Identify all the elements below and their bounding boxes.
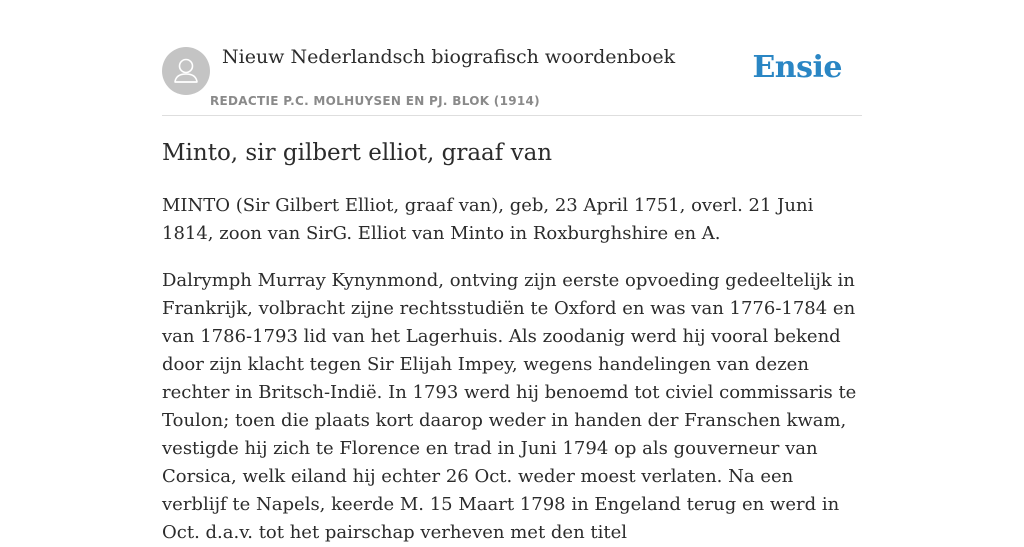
article-paragraph-1: MINTO (Sir Gilbert Elliot, graaf van), geb, 23 April 1751, overl. 21 Juni 1814, zoon van SirG. Elliot van Minto in Roxburghshire en A.: [162, 195, 814, 244]
user-silhouette-icon: [162, 47, 210, 95]
book-title[interactable]: Nieuw Nederlandsch biografisch woordenboek: [222, 46, 676, 68]
article-paragraph-2: Dalrymph Murray Kynynmond, ontving zijn eerste opvoeding gedeeltelijk in Frankrijk, volbracht zijne rechtsstudiën te Oxford en was van 1776-1784 en van 1786-1793 lid van het Lagerhuis. Als zoodanig werd hij vooral bekend door zijn klacht tegen Sir Elijah Impey, wegens handelingen van dezen rechter in Britsch-Indië. In 1793 werd hij benoemd tot civiel commissaris te Toulon; toen die plaats kort daarop weder in handen der Franschen kwam, vestigde hij zich te Florence en trad in Juni 1794 op als gouverneur van Corsica, welk eiland hij echter 26 Oct. weder moest verlaten. Na een verblijf te Napels, keerde M. 15 Maart 1798 in Engeland terug en werd in Oct. d.a.v. tot het pairschap verheven met den titel: [162, 270, 857, 543]
user-avatar-icon[interactable]: [162, 47, 210, 95]
header: [162, 0, 862, 116]
article-title: Minto, sir gilbert elliot, graaf van: [162, 140, 553, 166]
page-container: [162, 0, 862, 543]
ensie-logo[interactable]: Ensie: [752, 50, 842, 85]
editors-credit: REDACTIE P.C. MOLHUYSEN EN PJ. BLOK (1914): [210, 94, 540, 108]
